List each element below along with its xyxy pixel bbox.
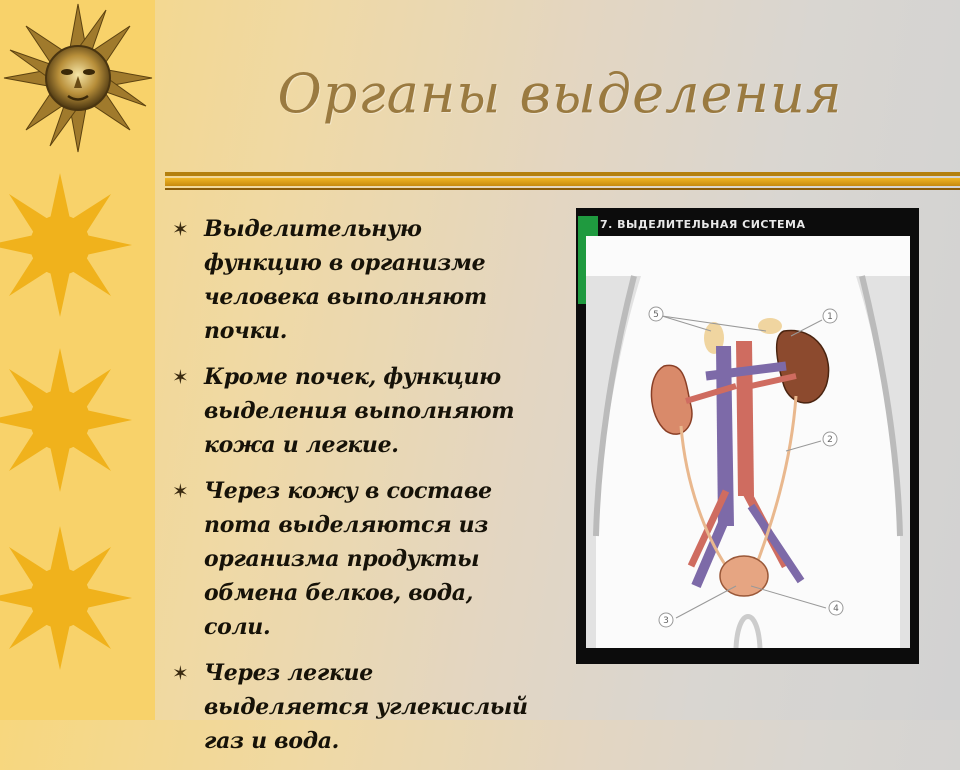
poster-label: 4 (833, 604, 839, 614)
title-divider (165, 172, 960, 192)
excretory-system-poster (576, 208, 919, 664)
poster-label: 3 (663, 616, 669, 626)
bullet-text: Через легкие выделяется углекислый газ и вода. (204, 660, 528, 754)
bullet-item (172, 656, 544, 758)
decorative-sun-strip (0, 0, 155, 720)
bullet-text: Кроме почек, функцию выделения выполняют кожа и легкие. (204, 364, 515, 458)
bullet-item (172, 474, 544, 644)
star-bullet-icon: ✶ (172, 661, 189, 685)
slide-title: Органы выделения (277, 62, 843, 125)
sun-icon (0, 526, 132, 670)
divider-line-bottom (165, 188, 960, 190)
bullet-text: Выделительную функцию в организме человека выполняют почки. (204, 216, 487, 344)
bullet-item (172, 212, 544, 348)
kidney-diagram-icon (586, 236, 910, 648)
divider-line-top (165, 172, 960, 176)
sun-face-icon (4, 4, 152, 152)
bullet-list (172, 212, 544, 770)
star-bullet-icon: ✶ (172, 479, 189, 503)
sun-icon (0, 173, 132, 317)
poster-header: 7. ВЫДЕЛИТЕЛЬНАЯ СИСТЕМА (600, 218, 806, 231)
bullet-item (172, 360, 544, 462)
anatomy-illustration (586, 236, 910, 648)
sun-decorations (0, 0, 155, 720)
sun-icon (0, 348, 132, 492)
star-bullet-icon: ✶ (172, 217, 189, 241)
poster-label: 5 (653, 310, 659, 320)
divider-line-main (165, 178, 960, 186)
poster-label: 2 (827, 435, 833, 445)
star-bullet-icon: ✶ (172, 365, 189, 389)
bullet-text: Через кожу в составе пота выделяются из организма продукты обмена белков, вода, соли. (204, 478, 492, 640)
poster-label: 1 (827, 312, 833, 322)
